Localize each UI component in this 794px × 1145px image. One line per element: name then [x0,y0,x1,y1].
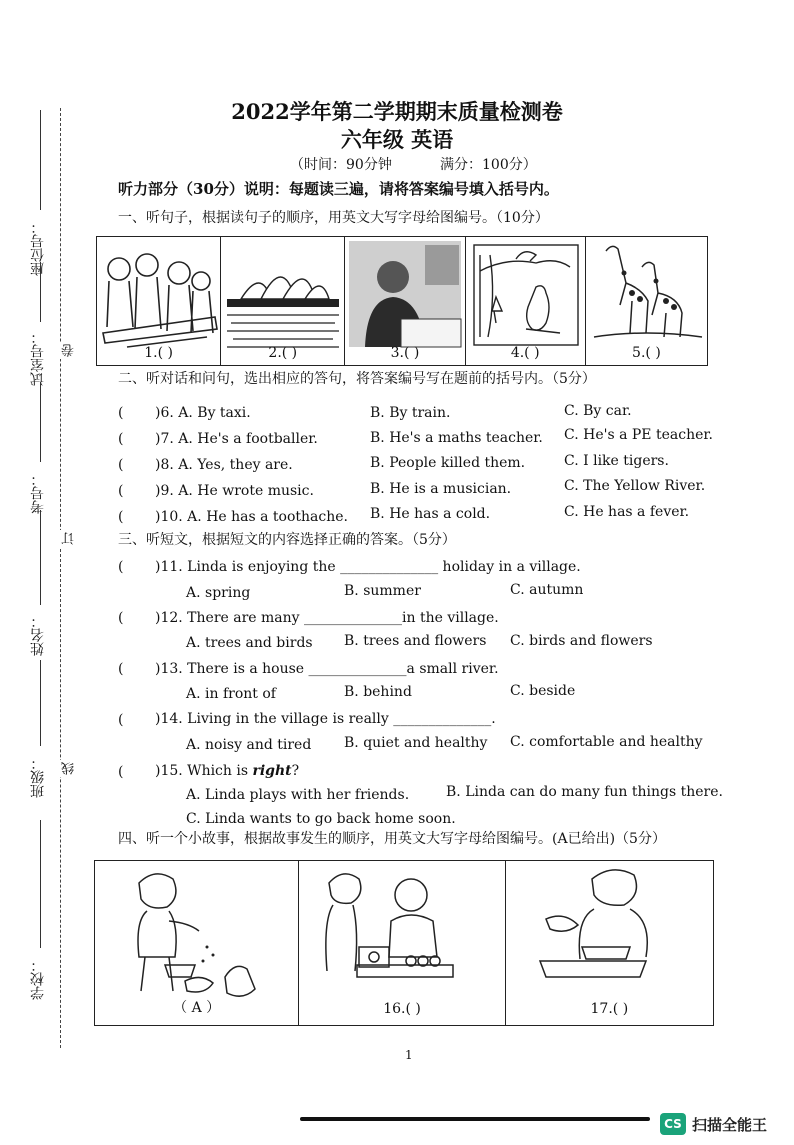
part1-label-3: 3.( ) [390,345,420,361]
part1-picture-5 [586,237,707,365]
answer-bracket[interactable]: ( [118,405,124,421]
option-c: C. autumn [510,582,584,598]
listening-intro: 听力部分（30分）说明：每题读三遍，请将答案编号填入括号内。 [118,180,559,198]
option-c: C. By car. [564,403,632,419]
answer-bracket[interactable]: ( [118,559,124,575]
option-c: C. He's a PE teacher. [564,427,713,443]
exam-full-score: 满分：100分） [440,157,537,173]
part4-picture-16 [299,861,505,1025]
part4-label-16: 16.( ) [383,1001,421,1017]
option-b: B. behind [344,684,412,700]
exam-subtitle: 六年级 英语 [340,127,454,152]
option-a: A. spring [186,585,251,601]
room-field-line[interactable] [40,262,41,322]
part1-picture-3 [345,237,465,365]
part3-heading: 三、听短文，根据短文的内容选择正确的答案。（5分） [118,532,456,548]
option-b: B. quiet and healthy [344,735,488,751]
option-b: B. trees and flowers [344,633,487,649]
part4-label-17: 17.( ) [590,1001,629,1017]
part1-picture-row [96,236,708,366]
answer-bracket[interactable]: ( [118,610,124,626]
question-option-a: )6. A. By taxi. [155,405,251,421]
question-option-a: )9. A. He wrote music. [155,483,314,499]
binding-dashed-line [60,108,61,1048]
part1-picture-1 [97,237,221,365]
school-field-line[interactable] [40,820,41,948]
room-label: 试室号： [30,330,46,386]
cut-mark-xian: 线 [62,762,77,775]
question-option-a: )8. A. Yes, they are. [155,457,293,473]
option-a: A. trees and birds [186,635,313,651]
part1-label-4: 4.( ) [510,345,540,361]
option-c: C. I like tigers. [564,453,669,469]
scan-edge-shadow [300,1117,650,1121]
part1-label-1: 1.( ) [144,345,173,361]
option-c: C. comfortable and healthy [510,734,703,750]
name-label: 姓名： [30,614,46,656]
answer-bracket[interactable]: ( [118,457,124,473]
question-text: )11. Linda is enjoying the ______________ holiday in a village. [155,559,581,575]
option-b: B. He has a cold. [370,506,491,522]
question-pre: )15. Which is [155,763,253,779]
part4-picture-row [94,860,714,1026]
option-b: B. Linda can do many fun things there. [446,784,723,800]
option-b: B. By train. [370,405,451,421]
option-a: A. noisy and tired [186,737,312,753]
answer-bracket[interactable]: ( [118,764,124,780]
option-a: A. Linda plays with her friends. [186,787,410,803]
option-a: A. in front of [186,686,276,702]
answer-bracket[interactable]: ( [118,712,124,728]
question-text: )14. Living in the village is really ______________. [155,711,496,727]
part4-picture-a [95,861,299,1025]
part4-heading: 四、听一个小故事，根据故事发生的顺序，用英文大写字母给图编号。(A已给出)（5分） [118,831,666,847]
part1-label-5: 5.( ) [632,345,661,361]
part1-picture-2 [221,237,345,365]
part1-label-2: 2.( ) [268,345,298,361]
question-text: )12. There are many ______________in the village. [155,610,499,626]
option-b: B. He's a maths teacher. [370,430,543,446]
exam-number-label: 考号： [30,472,46,514]
part4-label-a: （ A ） [173,1000,221,1016]
camscanner-brand-text: 扫描全能王 [692,1115,768,1134]
option-b: B. summer [344,583,421,599]
option-c: C. The Yellow River. [564,478,706,494]
camscanner-logo-icon: CS [660,1113,686,1135]
question-emphasis: right [252,763,292,779]
answer-bracket[interactable]: ( [118,661,124,677]
exam-number-field-line[interactable] [40,382,41,462]
option-c: C. Linda wants to go back home soon. [186,811,456,827]
question-text: )13. There is a house ______________a small river. [155,661,499,677]
answer-bracket[interactable]: ( [118,483,124,499]
part4-picture-17 [506,861,713,1025]
answer-bracket[interactable]: ( [118,431,124,447]
question-option-a: )7. A. He's a footballer. [155,431,318,447]
name-field-line[interactable] [40,510,41,605]
question-post: ? [291,763,300,779]
school-label: 学校： [30,958,46,1000]
cut-mark-juan: 卷 [62,344,77,357]
option-c: C. birds and flowers [510,633,653,649]
exam-title: 2022学年第二学期期末质量检测卷 [231,99,563,124]
question-text [155,762,299,780]
answer-bracket[interactable]: ( [118,509,124,525]
part2-heading: 二、听对话和问句，选出相应的答句，将答案编号写在题前的括号内。（5分） [118,371,596,387]
question-option-a: )10. A. He has a toothache. [155,509,348,525]
page-number: 1 [405,1048,413,1062]
class-label: 班级： [30,756,46,798]
option-c: C. He has a fever. [564,504,690,520]
seat-label: 座位号： [30,220,46,276]
part1-picture-4 [466,237,586,365]
option-b: B. People killed them. [370,455,526,471]
scanner-watermark [660,1113,767,1135]
option-c: C. beside [510,683,576,699]
class-field-line[interactable] [40,660,41,746]
exam-time: （时间：90分钟 [290,157,392,173]
part1-heading: 一、听句子，根据读句子的顺序，用英文大写字母给图编号。（10分） [118,210,549,226]
cut-mark-ding: 订 [62,532,77,545]
option-b: B. He is a musician. [370,481,512,497]
